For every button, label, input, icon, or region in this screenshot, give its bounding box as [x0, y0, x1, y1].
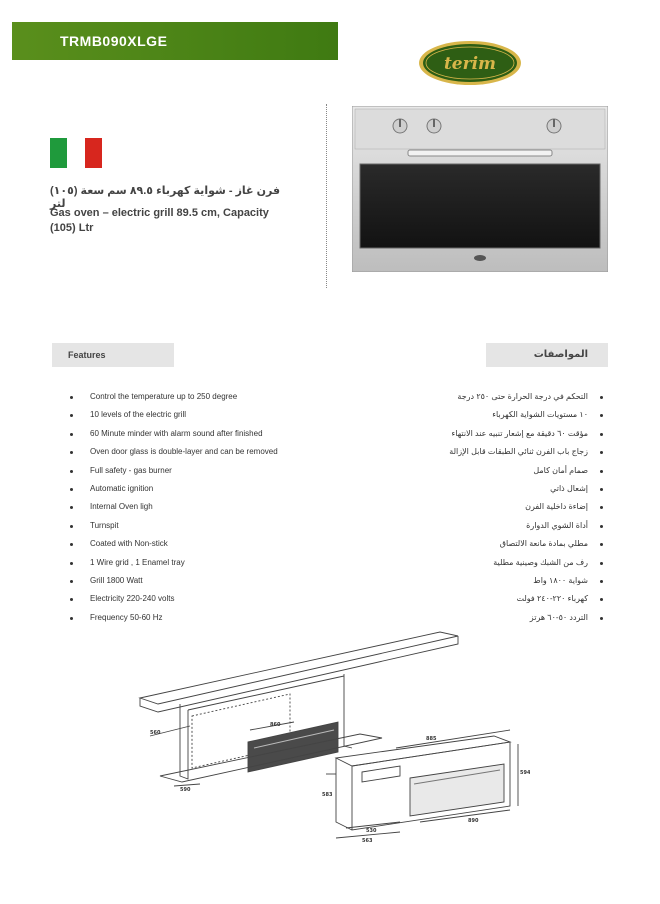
features-heading-arabic: المواصفات	[486, 343, 608, 367]
model-banner	[12, 22, 338, 60]
list-item: التردد ٥٠-٦٠ هرتز	[360, 609, 606, 627]
list-item: رف من الشبك وصينية مطلية	[360, 554, 606, 572]
oven-badge	[474, 255, 486, 261]
dimension-label: 530	[366, 828, 377, 834]
oven-product-image	[352, 106, 608, 272]
list-item: Electricity 220-240 volts	[66, 590, 346, 608]
list-item: Turnspit	[66, 517, 346, 535]
list-item: Full safety - gas burner	[66, 462, 346, 480]
list-item: إشعال ذاتي	[360, 480, 606, 498]
divider	[326, 104, 327, 288]
cabinet-left-panel	[180, 704, 188, 779]
list-item: إضاءة داخلية الفرن	[360, 498, 606, 516]
list-item: كهرباء ٢٢٠-٢٤٠ فولت	[360, 590, 606, 608]
oven-window	[360, 164, 600, 248]
features-list-english	[66, 388, 346, 627]
flag-stripe-red	[85, 138, 102, 168]
list-item: Internal Oven ligh	[66, 498, 346, 516]
product-title-english: Gas oven – electric grill 89.5 cm, Capacity (105) Ltr	[50, 207, 269, 234]
dimension-label: 583	[322, 792, 333, 798]
dimension-label: 560	[150, 730, 161, 736]
list-item: Oven door glass is double-layer and can be removed	[66, 443, 346, 461]
countertop	[140, 632, 458, 704]
list-item: Frequency 50-60 Hz	[66, 609, 346, 627]
oven-top	[336, 736, 510, 766]
list-item: Control the temperature up to 250 degree	[66, 388, 346, 406]
list-item: ١٠ مستويات الشواية الكهرباء	[360, 406, 606, 424]
list-item: صمام أمان كامل	[360, 462, 606, 480]
product-title-arabic: فرن غاز - شواية كهرباء ٨٩.٥ سم سعة (١٠٥) لتر	[50, 185, 281, 210]
list-item: 1 Wire grid , 1 Enamel tray	[66, 554, 346, 572]
dimension-label: 885	[426, 736, 437, 742]
brand-logo	[418, 40, 522, 86]
flag-stripe-green	[50, 138, 67, 168]
list-item: Grill 1800 Watt	[66, 572, 346, 590]
control-knob-3	[547, 119, 561, 133]
features-list-arabic	[360, 388, 606, 627]
list-item: زجاج باب الفرن ثنائي الطبقات قابل الإزالة	[360, 443, 606, 461]
list-item: التحكم في درجة الحرارة حتى ٢٥٠ درجة	[360, 388, 606, 406]
dimension-label: 890	[468, 818, 479, 824]
model-number: TRMB090XLGE	[60, 33, 168, 49]
dimension-label: 860	[270, 722, 281, 728]
list-item: مؤقت ٦٠ دقيقة مع إشعار تنبيه عند الانتهاء	[360, 425, 606, 443]
control-knob-1	[393, 119, 407, 133]
list-item: 60 Minute minder with alarm sound after finished	[66, 425, 346, 443]
list-item: 10 levels of the electric grill	[66, 406, 346, 424]
door-handle	[408, 150, 552, 156]
list-item: شواية ١٨٠٠ واط	[360, 572, 606, 590]
control-knob-2	[427, 119, 441, 133]
oven-side	[336, 758, 352, 830]
cabinet-top-edge	[188, 676, 344, 710]
list-item: Automatic ignition	[66, 480, 346, 498]
flag-stripe-white	[67, 138, 85, 168]
brand-logo-text: terim	[443, 54, 497, 74]
list-item: مطلي بمادة مانعة الالتصاق	[360, 535, 606, 553]
list-item: أداة الشوي الدوارة	[360, 517, 606, 535]
dimension-label: 563	[362, 838, 373, 844]
installation-diagram	[130, 626, 530, 858]
italy-flag-icon	[50, 138, 102, 168]
list-item: Coated with Non-stick	[66, 535, 346, 553]
dimension-label: 594	[520, 770, 530, 776]
features-heading-english: Features	[52, 343, 174, 367]
dimension-label: 590	[180, 787, 191, 793]
